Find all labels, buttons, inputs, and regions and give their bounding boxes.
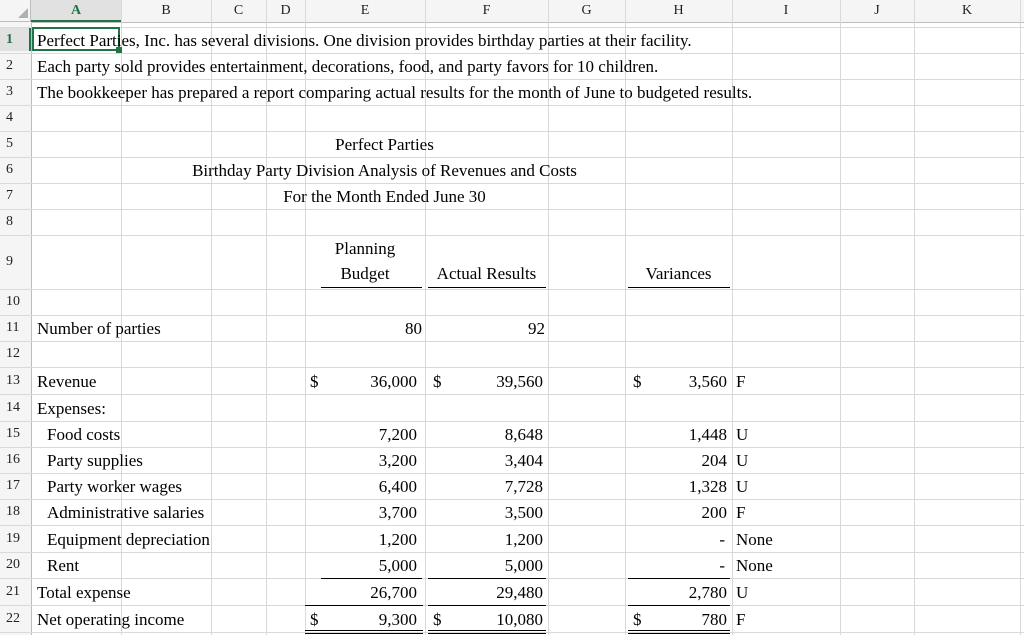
noi-actual[interactable]: 10,080 bbox=[496, 610, 543, 629]
row-header-15[interactable]: 15 bbox=[6, 426, 20, 441]
expense-variance[interactable]: 200 bbox=[701, 503, 727, 522]
row-header-12[interactable]: 12 bbox=[6, 346, 20, 361]
column-header-f[interactable]: F bbox=[482, 3, 491, 18]
grid-hline bbox=[0, 367, 1024, 368]
row-header-6[interactable]: 6 bbox=[6, 162, 13, 177]
noi-variance[interactable]: 780 bbox=[701, 610, 727, 629]
column-header-e[interactable]: E bbox=[360, 3, 370, 18]
row-header-5[interactable]: 5 bbox=[6, 136, 13, 151]
expense-budget[interactable]: 5,000 bbox=[378, 556, 417, 575]
select-all-corner[interactable] bbox=[0, 0, 31, 22]
noi-actual-dollar[interactable]: $ bbox=[433, 610, 442, 629]
expense-actual[interactable]: 1,200 bbox=[504, 530, 543, 549]
expense-budget[interactable]: 7,200 bbox=[378, 425, 417, 444]
row-header-2[interactable]: 2 bbox=[6, 58, 13, 73]
noi-topline bbox=[628, 605, 730, 606]
row-header-17[interactable]: 17 bbox=[6, 478, 20, 493]
row-header-21[interactable]: 21 bbox=[6, 584, 20, 599]
report-company[interactable]: Perfect Parties bbox=[335, 135, 434, 154]
row-header-20[interactable]: 20 bbox=[6, 557, 20, 572]
noi-budget-dollar[interactable]: $ bbox=[310, 610, 319, 629]
expense-actual[interactable]: 3,404 bbox=[504, 451, 543, 470]
row-header-1[interactable]: 1 bbox=[6, 32, 13, 47]
revenue-flag[interactable]: F bbox=[736, 372, 746, 391]
column-header-g[interactable]: G bbox=[581, 3, 592, 18]
total-budget[interactable]: 26,700 bbox=[370, 583, 417, 602]
grid-vline bbox=[1020, 0, 1021, 635]
grid-hline bbox=[0, 235, 1024, 236]
total-flag[interactable]: U bbox=[736, 583, 749, 602]
total-underline bbox=[321, 578, 422, 579]
expense-budget[interactable]: 1,200 bbox=[378, 530, 417, 549]
expense-flag[interactable]: U bbox=[736, 477, 749, 496]
column-header-d[interactable]: D bbox=[280, 3, 291, 18]
expense-budget[interactable]: 6,400 bbox=[378, 477, 417, 496]
revenue-budget-dollar[interactable]: $ bbox=[310, 372, 319, 391]
expense-flag[interactable]: None bbox=[736, 530, 773, 549]
heading-planning-line2[interactable]: Budget bbox=[340, 264, 390, 283]
row-header-8[interactable]: 8 bbox=[6, 214, 13, 229]
column-header-a[interactable]: A bbox=[70, 3, 82, 18]
intro-line-1[interactable]: Perfect Parties, Inc. has several divisions. One division provides birthday parties at their facility. bbox=[37, 31, 692, 50]
row-header-16[interactable]: 16 bbox=[6, 452, 20, 467]
row-header-13[interactable]: 13 bbox=[6, 373, 20, 388]
expense-variance[interactable]: - bbox=[719, 530, 725, 549]
expense-flag[interactable]: None bbox=[736, 556, 773, 575]
expense-label[interactable]: Equipment depreciation bbox=[47, 530, 210, 549]
report-title[interactable]: Birthday Party Division Analysis of Revenues and Costs bbox=[192, 161, 577, 180]
expense-budget[interactable]: 3,200 bbox=[378, 451, 417, 470]
noi-topline bbox=[428, 605, 546, 606]
heading-underline bbox=[321, 287, 422, 288]
grid-hline bbox=[0, 289, 1024, 290]
noi-double-underline bbox=[305, 630, 423, 634]
revenue-actual[interactable]: 39,560 bbox=[496, 372, 543, 391]
report-period[interactable]: For the Month Ended June 30 bbox=[283, 187, 486, 206]
expense-label[interactable]: Rent bbox=[47, 556, 80, 575]
total-underline bbox=[428, 578, 546, 579]
row-header-22[interactable]: 22 bbox=[6, 611, 20, 626]
row-header-3[interactable]: 3 bbox=[6, 84, 13, 99]
expense-variance[interactable]: 1,448 bbox=[688, 425, 727, 444]
expense-label[interactable]: Party worker wages bbox=[47, 477, 183, 496]
total-actual[interactable]: 29,480 bbox=[496, 583, 543, 602]
noi-double-underline bbox=[428, 630, 546, 634]
revenue-variance-dollar[interactable]: $ bbox=[633, 372, 642, 391]
column-header-h[interactable]: H bbox=[673, 3, 684, 18]
column-header-i[interactable]: I bbox=[783, 3, 789, 18]
revenue-budget[interactable]: 36,000 bbox=[370, 372, 417, 391]
row-header-7[interactable]: 7 bbox=[6, 188, 13, 203]
expense-flag[interactable]: U bbox=[736, 451, 749, 470]
label-expenses[interactable]: Expenses: bbox=[37, 399, 106, 418]
expense-variance[interactable]: - bbox=[719, 556, 725, 575]
expense-flag[interactable]: U bbox=[736, 425, 749, 444]
row-header-14[interactable]: 14 bbox=[6, 400, 20, 415]
total-underline bbox=[628, 578, 730, 579]
noi-flag[interactable]: F bbox=[736, 610, 746, 629]
grid-vline bbox=[914, 0, 915, 635]
expense-label[interactable]: Administrative salaries bbox=[47, 503, 205, 522]
column-header-c[interactable]: C bbox=[233, 3, 244, 18]
expense-flag[interactable]: F bbox=[736, 503, 746, 522]
column-header-b[interactable]: B bbox=[161, 3, 171, 18]
noi-variance-dollar[interactable]: $ bbox=[633, 610, 642, 629]
heading-actual[interactable]: Actual Results bbox=[436, 264, 537, 283]
noi-topline bbox=[305, 605, 423, 606]
grid-vline bbox=[840, 0, 841, 635]
expense-variance[interactable]: 204 bbox=[701, 451, 727, 470]
intro-line-2[interactable]: Each party sold provides entertainment, decorations, food, and party favors for 10 children. bbox=[37, 57, 659, 76]
row-header-18[interactable]: 18 bbox=[6, 504, 20, 519]
expense-actual[interactable]: 7,728 bbox=[504, 477, 543, 496]
expense-actual[interactable]: 8,648 bbox=[504, 425, 543, 444]
heading-underline bbox=[628, 287, 730, 288]
row-header-4[interactable]: 4 bbox=[6, 110, 13, 125]
parties-actual[interactable]: 92 bbox=[528, 319, 545, 338]
label-net-operating-income[interactable]: Net operating income bbox=[37, 610, 185, 629]
select-all-icon bbox=[18, 8, 28, 18]
intro-line-3[interactable]: The bookkeeper has prepared a report comparing actual results for the month of June to budgeted results. bbox=[37, 83, 753, 102]
expense-label[interactable]: Food costs bbox=[47, 425, 121, 444]
row-header-11[interactable]: 11 bbox=[6, 320, 20, 335]
column-header-k[interactable]: K bbox=[961, 3, 973, 18]
label-number-of-parties[interactable]: Number of parties bbox=[37, 319, 161, 338]
noi-budget[interactable]: 9,300 bbox=[378, 610, 417, 629]
expense-actual[interactable]: 5,000 bbox=[504, 556, 543, 575]
revenue-variance[interactable]: 3,560 bbox=[688, 372, 727, 391]
row-header-9[interactable]: 9 bbox=[6, 254, 13, 269]
parties-budget[interactable]: 80 bbox=[405, 319, 422, 338]
column-header-j[interactable]: J bbox=[874, 3, 880, 18]
heading-variances[interactable]: Variances bbox=[645, 264, 712, 283]
row-header-19[interactable]: 19 bbox=[6, 531, 20, 546]
expense-budget[interactable]: 3,700 bbox=[378, 503, 417, 522]
total-variance[interactable]: 2,780 bbox=[688, 583, 727, 602]
revenue-actual-dollar[interactable]: $ bbox=[433, 372, 442, 391]
heading-underline bbox=[428, 287, 546, 288]
label-total-expense[interactable]: Total expense bbox=[37, 583, 131, 602]
expense-label[interactable]: Party supplies bbox=[47, 451, 143, 470]
heading-planning-line1[interactable]: Planning bbox=[334, 239, 396, 258]
expense-actual[interactable]: 3,500 bbox=[504, 503, 543, 522]
noi-double-underline bbox=[628, 630, 730, 634]
row-header-10[interactable]: 10 bbox=[6, 294, 20, 309]
label-revenue[interactable]: Revenue bbox=[37, 372, 97, 391]
expense-variance[interactable]: 1,328 bbox=[688, 477, 727, 496]
